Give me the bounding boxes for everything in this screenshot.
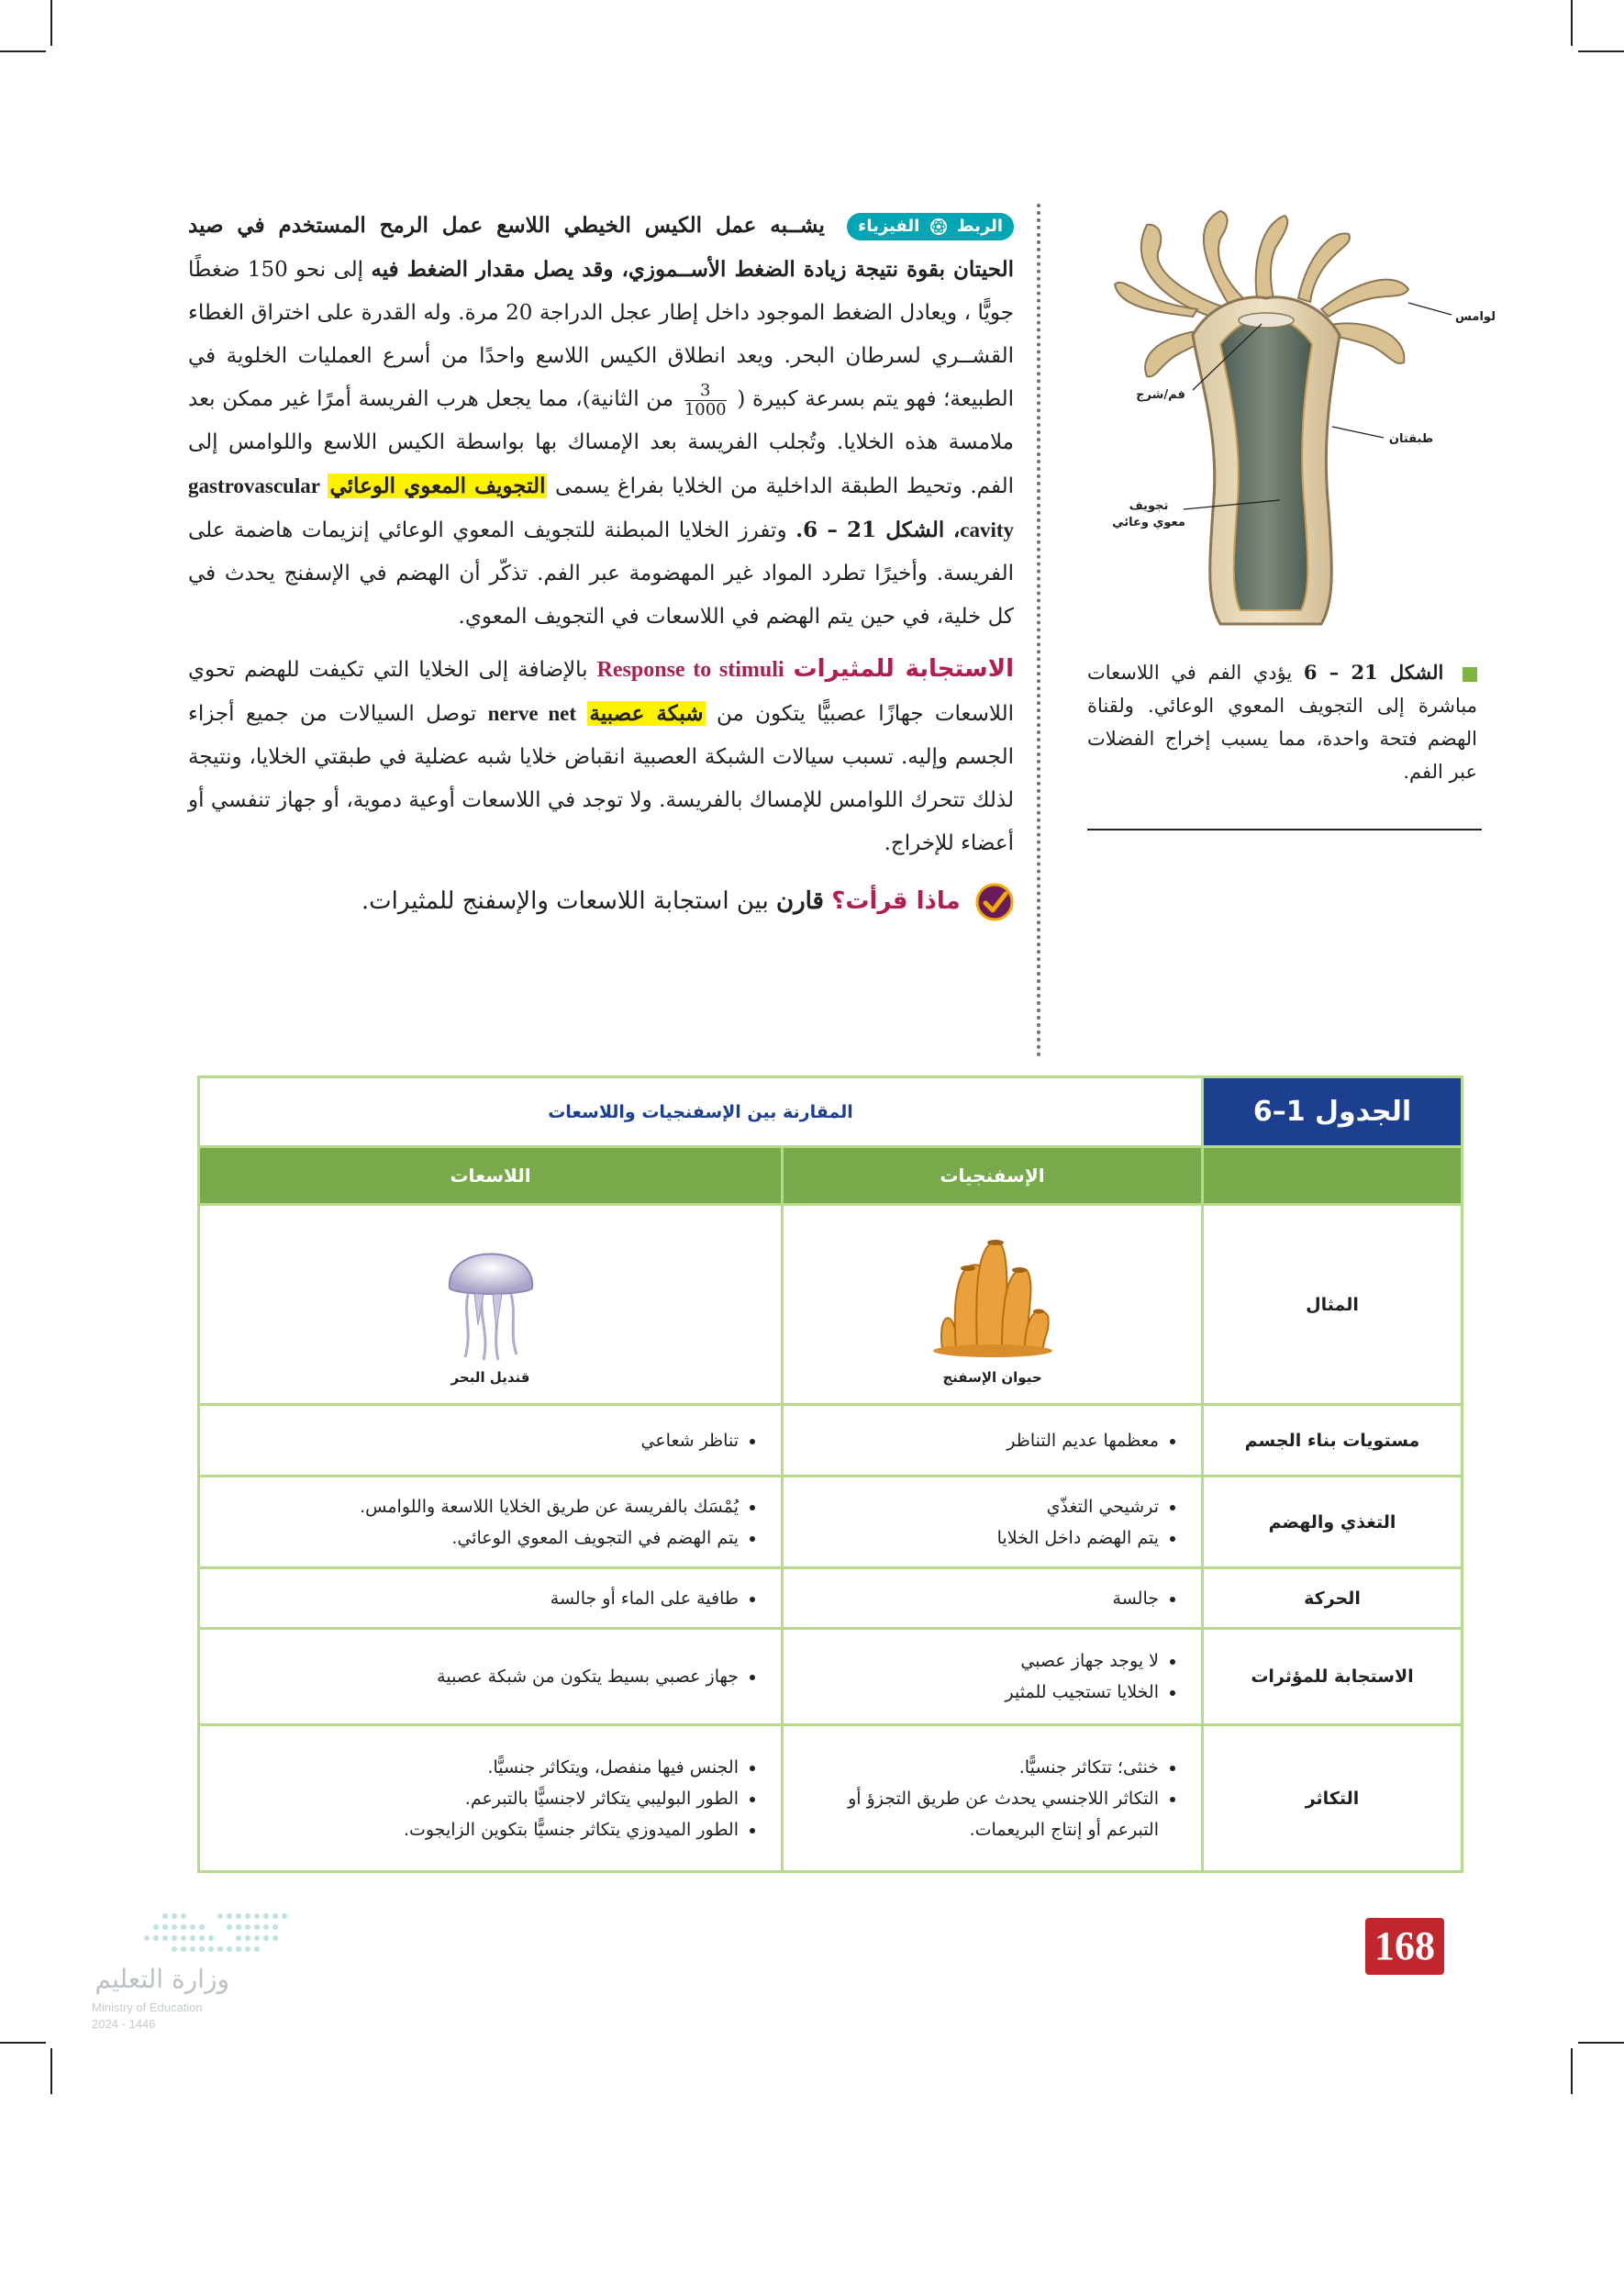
table-title-row (199, 1077, 1463, 1147)
paragraph-text: بالإضافة إلى الخلايا التي تكيفت للهضم تحوي اللاسعات جهازًا عصبيًّا يتكون من (188, 658, 1015, 726)
cell-cnidarians-body-plan (199, 1405, 783, 1477)
cell-sponges-feeding (783, 1477, 1203, 1568)
table-title: المقارنة بين الإسفنجيات واللاسعات (199, 1077, 1203, 1147)
comparison-table-wrapper (197, 1076, 1463, 2296)
jellyfish-example-cell (199, 1205, 783, 1405)
list-item: • يتم الهضم في التجويف المعوي الوعائي. (222, 1522, 739, 1554)
term-gastrovascular: التجويف المعوي الوعائي (329, 474, 546, 498)
fraction-numerator: 3 (684, 382, 727, 401)
ministry-name-ar: وزارة التعليم (95, 1964, 229, 1994)
connection-badge[interactable] (847, 213, 1014, 240)
row-label-movement: الحركة (1203, 1568, 1463, 1629)
list-item: • الخلايا تستجيب للمثير (806, 1677, 1159, 1708)
list-item: • جهاز عصبي بسيط يتكون من شبكة عصبية (222, 1661, 739, 1692)
cell-sponges-reproduction (783, 1725, 1203, 1872)
jellyfish-image (436, 1224, 546, 1362)
fraction-denominator: 1000 (684, 399, 727, 419)
list-item: • جالسة (806, 1583, 1159, 1614)
list-item: • الطور الميدوزي يتكاثر جنسيًّا بتكوين الزايجوت. (222, 1814, 739, 1845)
page-number: 168 (1365, 1918, 1444, 1975)
term-gastrovascular-en: gastrovascular cavity، (188, 474, 1015, 541)
cell-cnidarians-response (199, 1629, 783, 1725)
crop-mark (1578, 2042, 1624, 2044)
table-row (199, 1477, 1463, 1568)
hydra-illustration (1092, 206, 1496, 647)
cell-sponges-response (783, 1629, 1203, 1725)
list-item: • طافية على الماء أو جالسة (222, 1583, 739, 1614)
header-sponges: الإسفنجيات (783, 1147, 1203, 1205)
atom-icon (929, 217, 948, 236)
comparison-table (197, 1076, 1463, 1873)
crop-mark (50, 2048, 52, 2094)
table-row (199, 1629, 1463, 1725)
reading-check-label: ماذا قرأت؟ (831, 887, 961, 915)
main-text-column (188, 204, 1014, 923)
crop-mark (50, 0, 52, 46)
paragraph-text: إلى نحو 150 ضغطًا جويًّا ، ويعادل الضغط الموجود داخل إطار عجل الدراجة 20 مرة. وله القدرة على اختراق الغطاء القشــري لسرطان البحر. ويعد انطلاق الكيس اللاسع واحدًا من أسرع العمليات الخلوية في الطبيعة؛ فهو يتم بسرعة كبيرة ( (188, 258, 1015, 411)
table-row-example (199, 1205, 1463, 1405)
list-item: • ترشيحي التغذّي (806, 1491, 1159, 1522)
caption-marker (1463, 667, 1477, 682)
paragraph-physics-connection (188, 204, 1014, 639)
sponge-image (924, 1224, 1062, 1362)
badge-prefix: الربط (956, 217, 1004, 236)
table-row (199, 1725, 1463, 1872)
caption-title: الشكل 21 – 6 (1303, 661, 1444, 684)
paragraph-response-stimuli (188, 648, 1014, 865)
list-item: • معظمها عديم التناظر (806, 1425, 1159, 1456)
section-heading: الاستجابة للمثيرات (793, 655, 1014, 683)
reading-check-text: بين استجابة اللاسعات والإسفنج للمثيرات. (361, 887, 769, 915)
list-item: • تناظر شعاعي (222, 1425, 739, 1456)
label-two-layers: طبقتان (1388, 432, 1434, 446)
row-label-reproduction: التكاثر (1203, 1725, 1463, 1872)
ministry-dots-icon (92, 1909, 312, 1959)
term-nerve-net-en: nerve net (487, 702, 577, 725)
figure-reference[interactable]: الشكل 21 – 6. (795, 518, 945, 542)
check-icon (975, 883, 1014, 921)
crop-mark (1571, 2048, 1573, 2094)
row-label-response: الاستجابة للمؤثرات (1203, 1629, 1463, 1725)
hydra-figure (1092, 206, 1496, 670)
table-row (199, 1405, 1463, 1477)
crop-mark (1578, 50, 1624, 52)
row-label-example: المثال (1203, 1205, 1463, 1405)
row-label-body-plan: مستويات بناء الجسم (1203, 1405, 1463, 1477)
cell-sponges-body-plan (783, 1405, 1203, 1477)
figure-caption (1087, 656, 1477, 788)
label-tentacles: لوامس (1455, 310, 1496, 324)
jellyfish-caption: قنديل البحر (450, 1368, 530, 1386)
cell-cnidarians-reproduction (199, 1725, 783, 1872)
table-row (199, 1568, 1463, 1629)
list-item: • لا يوجد جهاز عصبي (806, 1645, 1159, 1677)
reading-check (188, 880, 1014, 923)
list-item: • يتم الهضم داخل الخلايا (806, 1522, 1159, 1554)
label-mouth: فم/شرج (1136, 388, 1185, 402)
header-cnidarians: اللاسعات (199, 1147, 783, 1205)
column-separator (1037, 204, 1040, 1057)
header-empty (1203, 1147, 1463, 1205)
term-nerve-net: شبكة عصبية (589, 701, 704, 726)
crop-mark (0, 2042, 46, 2044)
list-item: • التكاثر اللاجنسي يحدث عن طريق التجزؤ أو التبرعم أو إنتاج البريعمات. (806, 1783, 1159, 1845)
table-header-row (199, 1147, 1463, 1205)
row-label-feeding: التغذي والهضم (1203, 1477, 1463, 1568)
badge-subject: الفيزياء (858, 217, 920, 236)
crop-mark (0, 50, 46, 52)
reading-check-verb: قارن (775, 887, 824, 915)
cell-cnidarians-feeding (199, 1477, 783, 1568)
ministry-name-en: Ministry of Education (92, 2001, 203, 2014)
paragraph-text: وتفرز الخلايا المبطنة للتجويف المعوي الوعائي إنزيمات هاضمة على الفريسة. وأخيرًا تطرد المواد غير المهضومة عبر الفم. تذكّر أن الهضم في الإسفنج يحدث في كل خلية، في حين يتم الهضم في اللاسعات في التجويف المعوي. (188, 518, 1014, 629)
caption-text: يؤدي الفم في اللاسعات مباشرة إلى التجويف المعوي الوعائي. ولقناة الهضم فتحة واحدة، مما يسبب إخراج الفضلات عبر الفم. (1087, 662, 1477, 783)
cell-sponges-movement (783, 1568, 1203, 1629)
list-item: • الطور البوليبي يتكاثر لاجنسيًّا بالتبرعم. (222, 1783, 739, 1814)
ministry-logo (92, 1909, 312, 2031)
list-item: • الجنس فيها منفصل، ويتكاثر جنسيًّا. (222, 1752, 739, 1783)
caption-rule (1087, 829, 1482, 830)
cell-cnidarians-movement (199, 1568, 783, 1629)
fraction (684, 382, 727, 419)
label-gastrovascular-cavity: تجويف معوي وعائي (1112, 499, 1185, 529)
sponge-caption: حيوان الإسفنج (942, 1368, 1042, 1386)
section-heading-en: Response to stimuli (596, 658, 784, 682)
ministry-year: 2024 - 1446 (92, 2017, 156, 2031)
list-item: • يُمْسَك بالفريسة عن طريق الخلايا اللاسعة واللوامس. (222, 1491, 739, 1522)
paragraph-text: من الثانية)، مما يجعل هرب الفريسة أمرًا غير ممكن بعد ملامسة هذه الخلايا. وتُجلب الفريسة بعد الإمساك بها بواسطة الكيس اللاسع واللوامس إلى الفم. وتحيط الطبقة الداخلية من الخلايا بفراغ يسمى (188, 387, 1015, 498)
intro-text: يشــبه عمل الكيس الخيطي اللاسع عمل الرمح المستخدم في صيد الحيتان بقوة نتيجة زيادة الضغط الأســموزي، وقد يصل مقدار الضغط فيه (188, 213, 1015, 282)
paragraph-text: توصل السيالات من جميع أجزاء الجسم وإليه. تسبب سيالات الشبكة العصبية انقباض خلايا شبه عضلية في طبقتي الخلايا، ونتيجة لذلك تتحرك اللوامس للإمساك بالفريسة. ولا توجد في اللاسعات أوعية دموية، أو جهاز تنفسي أو أعضاء للإخراج. (188, 702, 1015, 855)
list-item: • خنثى؛ تتكاثر جنسيًّا. (806, 1752, 1159, 1783)
sponge-example-cell (783, 1205, 1203, 1405)
table-label: الجدول 1–6 (1203, 1077, 1463, 1147)
crop-mark (1571, 0, 1573, 46)
